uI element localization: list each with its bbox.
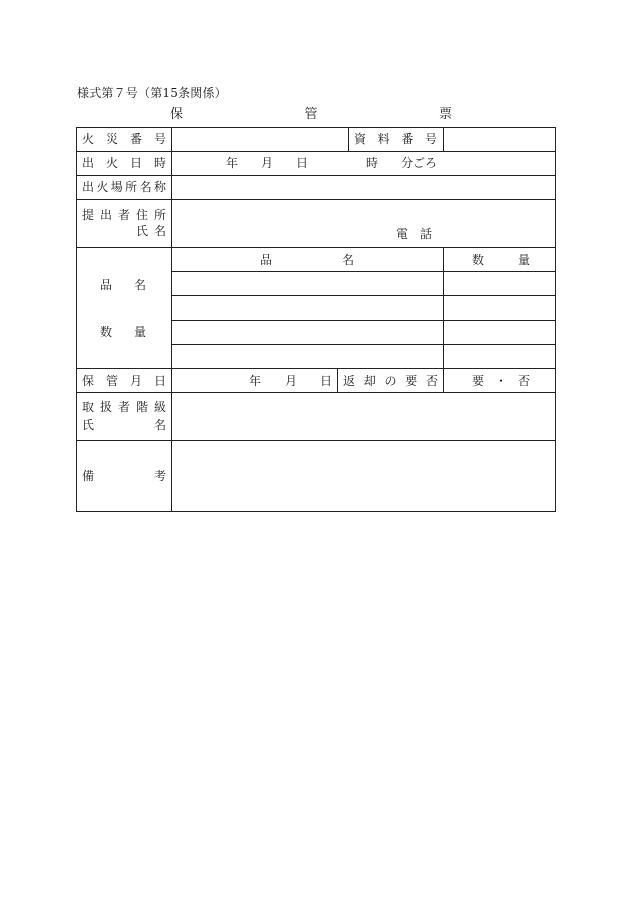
fire-date-day: 日 [296, 156, 309, 170]
header-item-name: 品 名 [260, 253, 354, 267]
label-material-number: 資 料 番 号 [354, 132, 437, 146]
form-number: 様式第７号（第15条関係） [77, 86, 227, 100]
row-divider [76, 440, 556, 441]
title-char: 保 [170, 107, 184, 122]
storage-day: 日 [320, 374, 333, 388]
form-title [170, 103, 452, 122]
label-submitter-address: 提 出 者 住 所 [82, 208, 166, 222]
header-quantity: 数 量 [472, 253, 530, 267]
label-return-needed: 返 却 の 要 否 [343, 374, 438, 388]
yes-no-choice: 要 ・ 否 [472, 374, 530, 388]
row-divider [171, 271, 556, 272]
row-divider [76, 247, 556, 248]
label-submitter-name: 氏 名 [136, 224, 166, 238]
column-divider [443, 127, 444, 151]
row-divider [76, 392, 556, 393]
row-divider [171, 295, 556, 296]
title-char: 管 [304, 107, 318, 122]
label-quantity: 数 量 [100, 325, 146, 339]
column-divider [443, 247, 444, 392]
fire-date-year: 年 [226, 156, 239, 170]
row-divider [76, 199, 556, 200]
label-handler-name: 氏 名 [82, 418, 166, 432]
column-divider [348, 127, 349, 151]
label-remarks: 備 考 [82, 469, 166, 483]
label-phone: 電 話 [396, 227, 432, 241]
label-fire-location: 出 火 場 所 名 称 [82, 180, 166, 194]
row-divider [171, 344, 556, 345]
row-divider [76, 368, 556, 369]
row-divider [76, 175, 556, 176]
label-storage-date: 保 管 月 日 [82, 374, 166, 388]
label-fire-number: 火 災 番 号 [82, 132, 166, 146]
label-item-name: 品 名 [100, 278, 146, 292]
storage-month: 月 [285, 374, 298, 388]
fire-time-minute: 分ごろ [401, 156, 438, 170]
fire-date-month: 月 [261, 156, 274, 170]
title-char: 票 [438, 107, 452, 122]
column-divider [171, 127, 172, 512]
label-handler-rank: 取 扱 者 階 級 [82, 400, 166, 414]
storage-year: 年 [249, 374, 262, 388]
column-divider [337, 368, 338, 392]
fire-time-hour: 時 [366, 156, 379, 170]
label-fire-date: 出 火 日 時 [82, 156, 166, 170]
row-divider [76, 151, 556, 152]
row-divider [171, 320, 556, 321]
